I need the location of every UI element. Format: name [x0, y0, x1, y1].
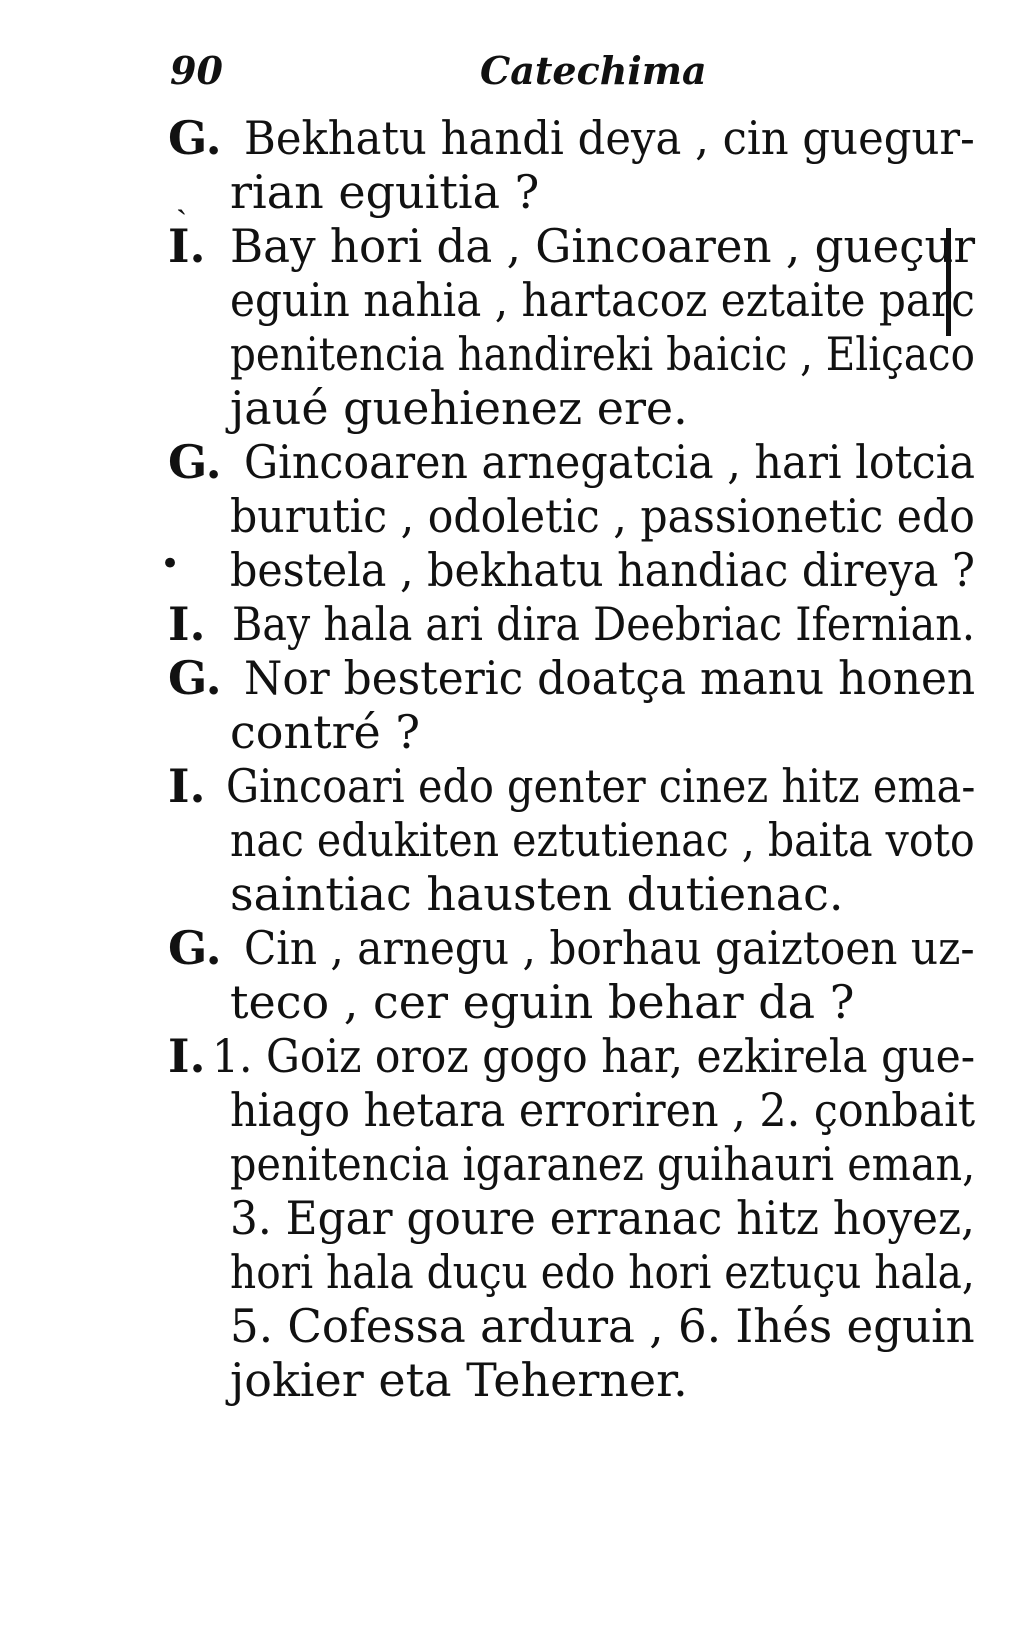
text-line: Cin , arnegu , borhau gaiztoen uz- [244, 921, 975, 975]
text-line: bestela , bekhatu handiac direya ? [230, 543, 975, 597]
text-line: Gincoari edo genter cinez hitz ema- [226, 759, 976, 813]
speaker-label: G. [168, 111, 222, 165]
page-number: 90 [170, 48, 223, 93]
text-line: rian eguitia ? [230, 165, 540, 219]
text-line: Bekhatu handi deya , cin guegur- [244, 111, 975, 165]
speaker-label: G. [168, 651, 222, 705]
speaker-label: I. [168, 759, 206, 813]
page-header [170, 48, 870, 108]
text-line: penitencia handireki baicic , Eliçaco [230, 327, 975, 381]
speaker-label: I. [168, 219, 206, 273]
speaker-label: I. [168, 597, 206, 651]
text-line: 1. Goiz oroz gogo har, ezkirela gue- [212, 1029, 976, 1083]
text-line: penitencia igaranez guihauri eman, [230, 1137, 976, 1191]
text-line: eguin nahia , hartacoz eztaite parc [230, 273, 975, 327]
text-line: Gincoaren arnegatcia , hari lotcia [244, 435, 975, 489]
speaker-label: I. [168, 1029, 206, 1083]
speaker-label: G. [168, 435, 222, 489]
text-line: nac edukiten eztutienac , baita voto [230, 813, 975, 867]
speaker-label: G. [168, 921, 222, 975]
running-title: Catechima [480, 48, 707, 93]
text-line: Nor besteric doatça manu honen [244, 651, 976, 705]
margin-bullet: • [160, 544, 181, 584]
text-line: contré ? [230, 705, 421, 759]
text-line: hiago hetara erroriren , 2. çonbait [230, 1083, 976, 1137]
text-line: jokier eta Teherner. [230, 1353, 688, 1407]
margin-tick: ˏ [176, 176, 188, 216]
text-line: hori hala duçu edo hori eztuçu hala, [230, 1245, 975, 1299]
text-line: Bay hala ari dira Deebriac Ifernian. [232, 597, 975, 651]
text-line: saintiac hausten dutienac. [230, 867, 844, 921]
text-line: 3. Egar goure erranac hitz hoyez, [230, 1191, 975, 1245]
text-line: Bay hori da , Gincoaren , gueçur [230, 219, 976, 273]
text-line: 5. Cofessa ardura , 6. Ihés eguin [230, 1299, 975, 1353]
text-line: jaué guehienez ere. [230, 381, 688, 435]
text-line: teco , cer eguin behar da ? [230, 975, 855, 1029]
text-line: burutic , odoletic , passionetic edo [230, 489, 975, 543]
